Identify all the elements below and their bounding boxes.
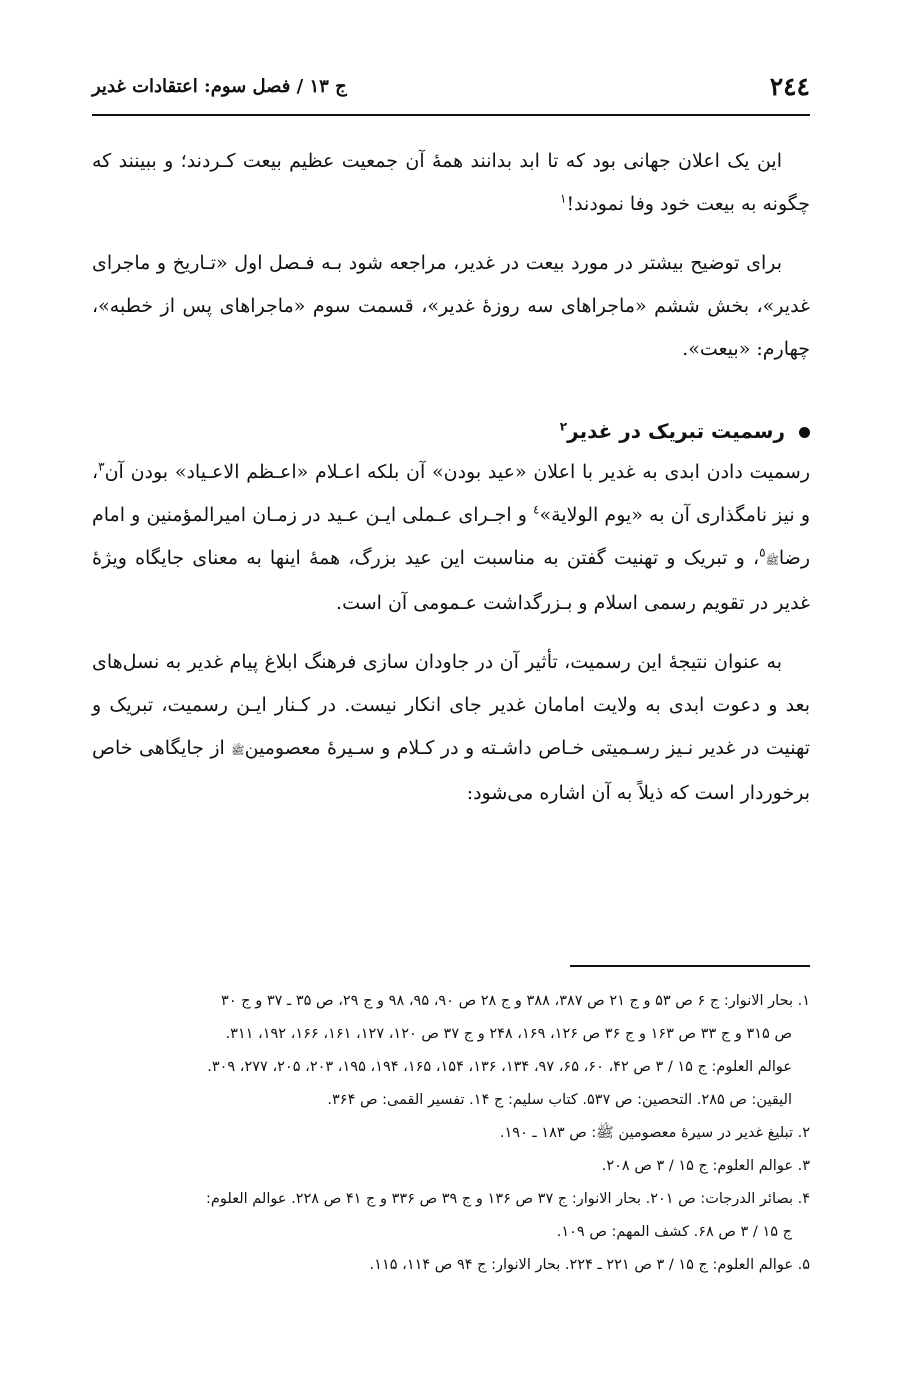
footnote-ref-4[interactable]: ٤ <box>533 502 540 517</box>
footnote-ref-5[interactable]: ٥ <box>759 545 766 560</box>
footnote-divider <box>570 965 810 967</box>
footnote-ref-1[interactable]: ١ <box>559 191 567 206</box>
footnote-1-line-3: عوالم العلوم: ج ١۵ / ٣ ص ۴٢، ۶٠، ۶۵، ٩٧، ١٣۴، ١٣۶، ١۵۴، ١۶۵، ١٩۴، ١٩۵، ٢٠٣، ٢٠۵، ٢٧٧، ٣٠٩. <box>207 1059 792 1075</box>
footnote-ref-3[interactable]: ٣ <box>98 459 105 474</box>
paragraph-3-part-4: ، و تبریک و تهنیت گفتن به مناسبت این عید بزرگ، همۀ اینها به معنای جایگاه ویژۀ غدیر در تقویم رسمی اسلام و بـزرگداشت عـمومی آن است. <box>92 547 810 614</box>
paragraph-4-part-1: به عنوان نتیجۀ این رسمیت، تأثیر آن در جاودان سازی فرهنگ ابلاغ پیام غدیر به نسل‌های بعد و دعوت ابدی به ولایت امامان غدیر جای انکار نیست. در کـنار ایـن رسمیت، تبریک و تهنیت در غدیر نـیز رسـمیتی خـاص داشـته و در کـلام و سـیرۀ معصومین <box>92 651 810 759</box>
page-header <box>92 70 810 116</box>
paragraph-2 <box>92 242 810 371</box>
paragraph-3-part-2: ، و نیز نامگذاری آن به «یوم الولایة» <box>92 461 810 526</box>
paragraph-3 <box>92 451 810 625</box>
running-title: ج ١٣ / فصل سوم: اعتقادات غدیر <box>92 76 347 97</box>
footnote-2-line-1: ٢. تبلیغ غدیر در سیرۀ معصومین ﷺ: ص ١٨٣ ـ ١٩٠. <box>499 1125 810 1141</box>
footnote-4-line-2: ج ١۵ / ٣ ص ۶٨. کشف المهم: ص ١٠٩. <box>556 1224 792 1240</box>
paragraph-1 <box>92 140 810 226</box>
footnote-1-line-2: ص ٣١۵ و ج ٣٣ ص ١۶٣ و ج ٣۶ ص ١٢۶، ١۶٩، ٢۴٨ و ج ٣٧ ص ١٢٠، ١٢٧، ١۶١، ١۶۶، ١٩٢، ٣١١. <box>225 1026 792 1042</box>
section-heading-text: رسمیت تبریک در غدیر <box>567 419 785 443</box>
footnote-3 <box>92 1150 810 1183</box>
honorific-icon: ﷺ <box>765 554 779 567</box>
paragraph-3-part-1: رسمیت دادن ابدی به غدیر با اعلان «عید بودن» آن بلکه اعـلام «اعـظم الاعـیاد» بودن آن <box>104 461 810 483</box>
footnotes <box>92 985 810 1282</box>
bullet-icon <box>799 427 810 438</box>
footnote-5 <box>92 1249 810 1282</box>
paragraph-3-part-3: و اجـرای عـملی ایـن عـید در زمـان امیرالمؤمنین و امام رضا <box>92 504 810 569</box>
body-text <box>92 140 810 831</box>
footnote-1 <box>92 985 810 1117</box>
honorific-icon: ﷺ <box>231 744 245 757</box>
paragraph-1-text: این یک اعلان جهانی بود که تا ابد بدانند همۀ آن جمعیت عظیم بیعت کـردند؛ و ببینند که چگونه به بیعت خود وفا نمودند! <box>92 150 810 215</box>
footnote-2 <box>92 1117 810 1150</box>
section-heading <box>92 411 810 451</box>
document-page <box>92 0 810 1390</box>
paragraph-4-part-2: از جایگاهی خاص برخوردار است که ذیلاً به آن اشاره می‌شود: <box>92 737 810 804</box>
paragraph-2-text: برای توضیح بیشتر در مورد بیعت در غدیر، مراجعه شود بـه فـصل اول «تـاریخ و ماجرای غدیر»، بخش ششم «ماجراهای سه روزۀ غدیر»، قسمت سوم «ماجراهای پس از خطبه»، چهارم: «بیعت». <box>92 252 810 360</box>
footnote-5-line-1: ۵. عوالم العلوم: ج ١۵ / ٣ ص ٢٢١ ـ ٢٢۴. بحار الانوار: ج ٩۴ ص ١١۴، ١١۵. <box>369 1257 810 1273</box>
paragraph-4 <box>92 641 810 815</box>
footnote-3-line-1: ٣. عوالم العلوم: ج ١۵ / ٣ ص ٢٠٨. <box>601 1158 810 1174</box>
page-number: ٢٤٤ <box>769 72 810 101</box>
footnote-4 <box>92 1183 810 1249</box>
footnote-4-line-1: ۴. بصائر الدرجات: ص ٢٠١. بحار الانوار: ج ٣٧ ص ١٣۶ و ج ٣٩ ص ٣٣۶ و ج ۴١ ص ٢٢٨. عوالم العلوم: <box>206 1191 810 1207</box>
footnote-1-line-4: الیقین: ص ٢٨۵. التحصین: ص ۵٣٧. کتاب سلیم: ج ١۴. تفسیر القمی: ص ٣۶۴. <box>327 1092 792 1108</box>
footnote-ref-2[interactable]: ٢ <box>559 419 568 434</box>
footnote-1-line-1: ١. بحار الانوار: ج ۶ ص ۵٣ و ج ٢١ ص ٣٨٧، ٣٨٨ و ج ٢٨ ص ٩٠، ٩۵، ٩٨ و ج ٢٩، ص ٣۵ ـ ٣٧ و ج ٣٠ <box>221 993 810 1009</box>
